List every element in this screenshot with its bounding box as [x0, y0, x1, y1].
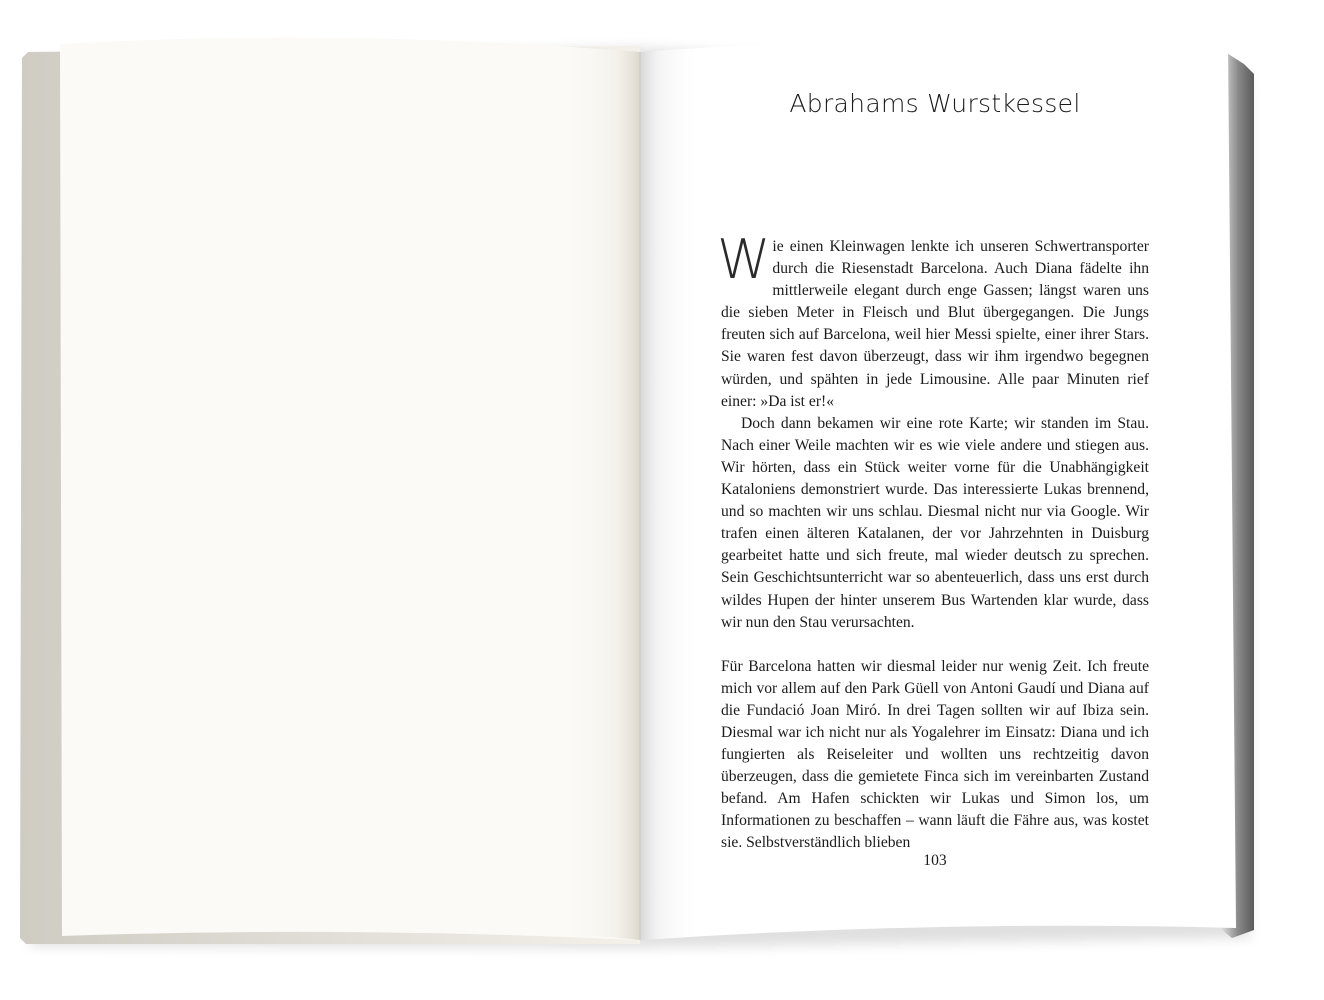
paragraph-1	[717, 228, 1149, 413]
page-body-text	[717, 228, 1149, 855]
drop-cap: W	[717, 228, 769, 291]
left-gutter-shadow	[560, 48, 640, 940]
chapter-title: Abrahams Wurstkessel	[789, 89, 1081, 118]
right-gutter-shadow	[640, 47, 702, 940]
paragraph-3: Für Barcelona hatten wir diesmal leider nur wenig Zeit. Ich freute mich vor allem auf den Park Güell von Antoni Gaudí und Diana auf die Fundació Joan Miró. In drei Tagen sollten wir auf Ibiza sein. Diesmal war ich nicht nur als Yogalehrer im Einsatz: Diana und ich fungierten als Reiseleiter und wollten uns rechtzeitig davon überzeugen, dass die gemietete Finca sich im vereinbarten Zustand befand. Am Hafen schickten wir Lukas und Simon los, um Informationen zu beschaffen – wann läuft die Fähre aus, was kostet sie. Selbstverständlich blieben	[721, 657, 1149, 852]
left-page	[60, 38, 640, 940]
paragraph-1-text: ie einen Kleinwagen lenkte ich unseren Schwertransporter durch die Riesenstadt Barcelona. Auch Diana fädelte ihn mittlerweile elegant durch enge Gassen; längst waren uns die sieben Meter in Fleisch und Blut übergegangen. Die Jungs freuten sich auf Barcelona, weil hier Messi spielte, einer ihrer Stars. Sie waren fest davon überzeugt, dass wir ihm irgendwo begegnen würden, und spähten in jede Limousine. Alle paar Minuten rief einer: »Da ist er!«	[721, 238, 1149, 410]
page-number: 103	[923, 852, 947, 869]
paragraph-2: Doch dann bekamen wir eine rote Karte; wir standen im Stau. Nach einer Weile machten wir es wie viele andere und stiegen aus. Wir hörten, dass ein Stück weiter vorne für die Unabhängigkeit Kataloniens demonstriert wurde. Das interessierte Lukas brennend, und so machten wir uns schlau. Diesmal nicht nur via Google. Wir trafen einen älteren Katalanen, der vor Jahrzehnten in Duisburg gearbeitet hatte und sich freute, mal wieder deutsch zu sprechen. Sein Geschichtsunterricht war so abenteuerlich, dass uns erst durch wildes Hupen der hinter unserem Bus Wartenden klar wurde, dass wir nun den Stau verursachten.	[721, 414, 1149, 631]
